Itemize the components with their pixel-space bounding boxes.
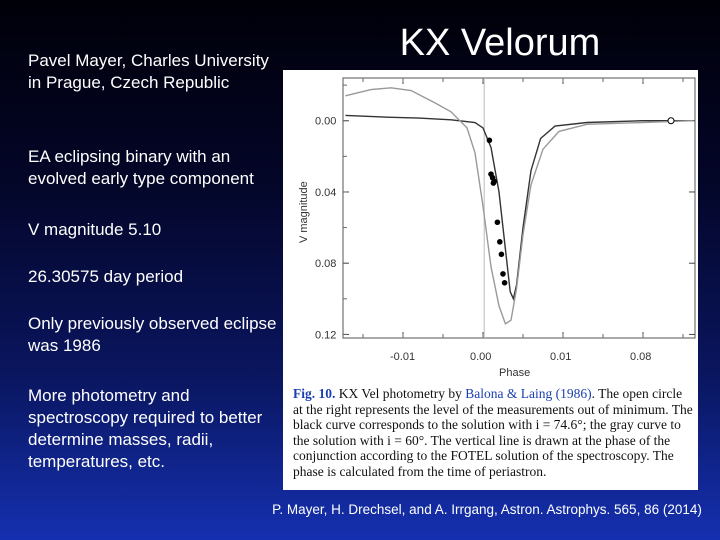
data-point (491, 178, 497, 184)
light-curve-chart (283, 70, 698, 380)
data-points (487, 118, 674, 286)
data-point (487, 138, 493, 144)
bullet-previous-eclipse: Only previously observed eclipse was 1986 (28, 314, 277, 355)
x-tick-label: 0.01 (550, 351, 572, 363)
data-point (502, 280, 508, 286)
bullet-period: 26.30575 day period (28, 267, 184, 286)
model-curves (345, 88, 692, 324)
bullet-magnitude: V magnitude 5.10 (28, 220, 162, 239)
caption-label: Fig. 10. (293, 386, 336, 401)
light-curve-figure (283, 70, 698, 490)
y-tick-label: 0.04 (315, 186, 337, 199)
slide-title: KX Velorum (399, 22, 601, 64)
y-tick-label: 0.08 (315, 258, 337, 271)
x-tick-label: 0.00 (470, 351, 492, 363)
x-tick-label: -0.01 (390, 351, 416, 363)
bullet-star-type: EA eclipsing binary with an evolved early type component (28, 147, 254, 188)
caption-text-pre: KX Vel photometry by (335, 386, 466, 401)
caption-reference-link[interactable]: Balona & Laing (1986) (465, 386, 592, 401)
y-tick-label: 0.00 (315, 115, 337, 128)
data-point (499, 252, 505, 258)
bullet-future-work: More photometry and spectroscopy required to better determine masses, radii, temperatures, etc. (28, 386, 263, 471)
caption-text-post: . The open circle at the right represents the level of the measurements out of minimum. The black curve corresponds to the solution with i = 74.6°; the gray curve to the solution with i = 60°. The vertical line is drawn at the phase of the conjunction according to the FOTEL solution of the spectroscopy. The phase is calculated from the time of periastron. (293, 386, 693, 479)
data-point (500, 271, 506, 277)
citation-credit: P. Mayer, H. Drechsel, and A. Irrgang, Astron. Astrophys. 565, 86 (2014) (272, 502, 702, 517)
data-point (497, 239, 503, 245)
bullet-author: Pavel Mayer, Charles University in Prague, Czech Republic (28, 51, 269, 92)
y-tick-label: 0.12 (315, 329, 337, 342)
y-axis-title: V magnitude (298, 181, 310, 243)
figure-caption (293, 386, 693, 480)
x-tick-label: 0.08 (630, 351, 652, 363)
data-point (495, 219, 501, 225)
out-of-minimum-point (668, 118, 674, 124)
x-axis-title: Phase (499, 367, 531, 379)
model-curve-line (345, 88, 692, 324)
